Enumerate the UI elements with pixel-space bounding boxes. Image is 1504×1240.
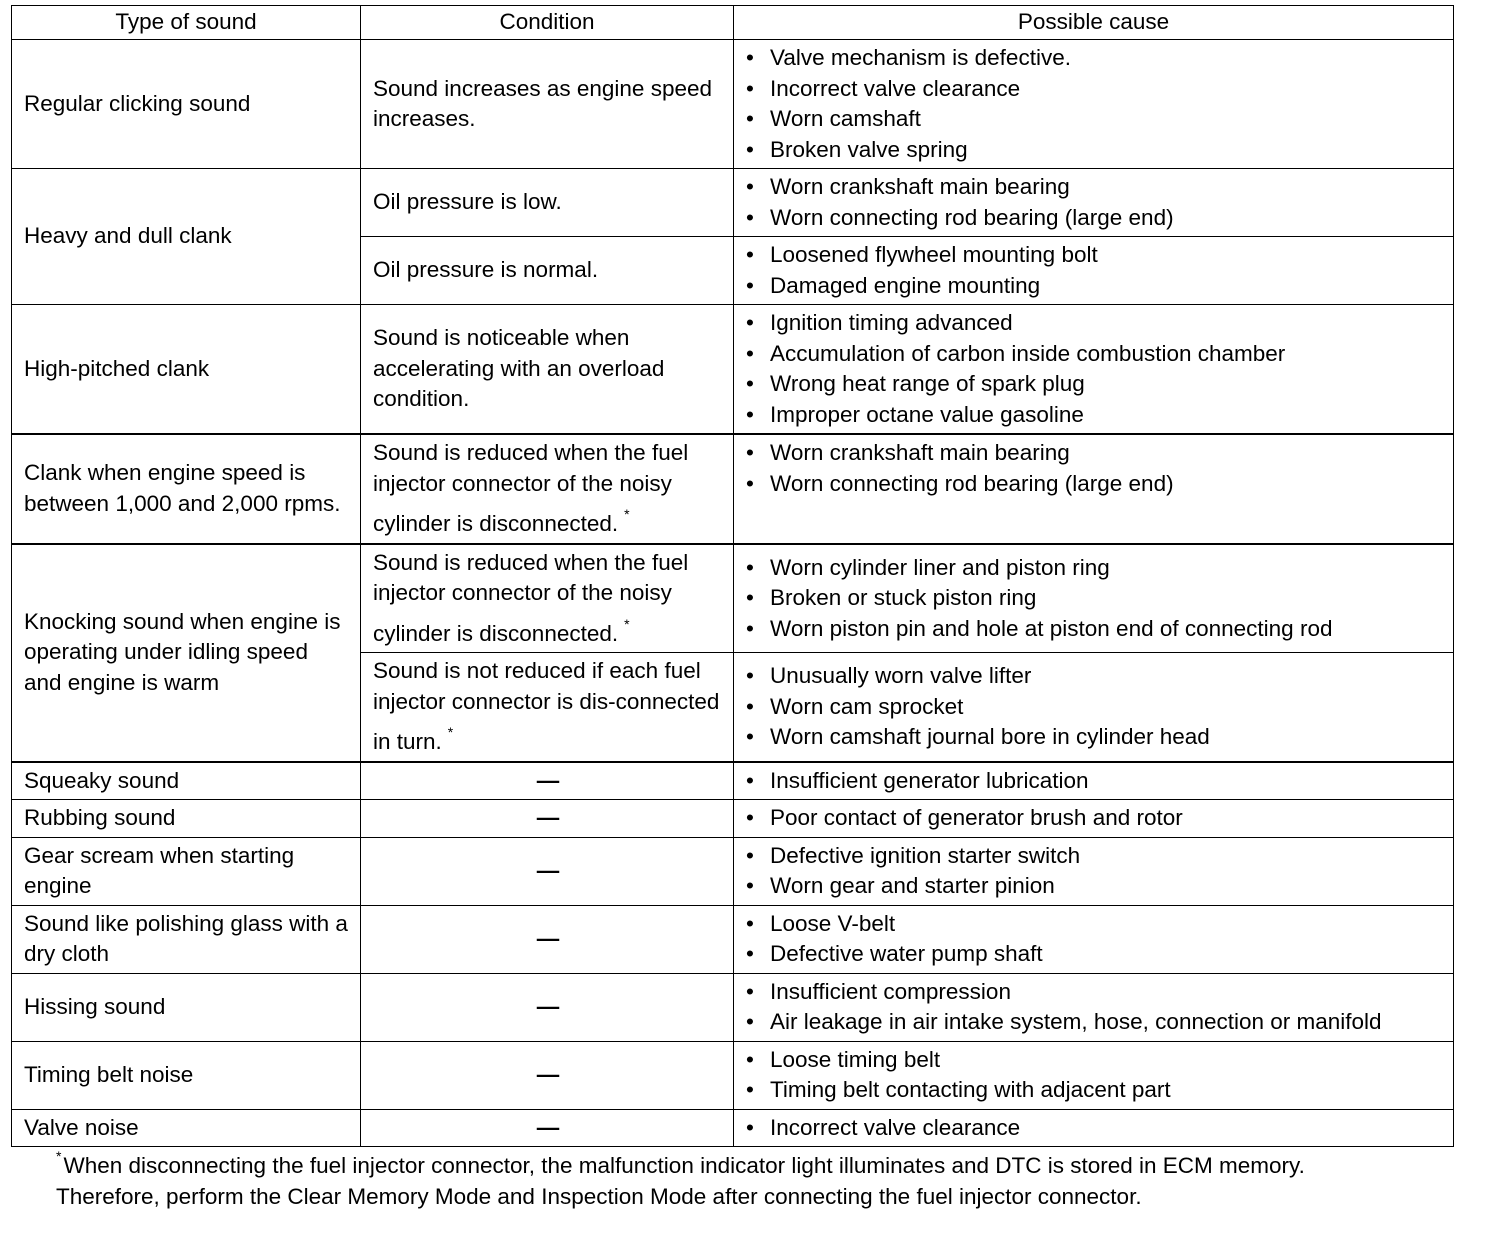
- cause-cell: [734, 653, 1454, 762]
- cause-list: [746, 308, 1443, 430]
- cause-item: • Loose V-belt: [746, 909, 1443, 940]
- sound-type-cell: Hissing sound: [12, 973, 361, 1041]
- condition-text: Sound is reduced when the fuel injector connector of the noisy cylinder is disconnected.: [373, 549, 689, 646]
- cause-item: • Damaged engine mounting: [746, 271, 1443, 302]
- cause-item: • Incorrect valve clearance: [746, 74, 1443, 105]
- cause-list: [746, 909, 1443, 970]
- cause-item: • Unusually worn valve lifter: [746, 661, 1443, 692]
- sound-diagnosis-table: [11, 5, 1454, 1147]
- condition-cell: [361, 434, 734, 544]
- cause-list: [746, 553, 1443, 645]
- cause-list: [746, 172, 1443, 233]
- table-header-row: [12, 6, 1454, 40]
- header-condition: Condition: [361, 6, 734, 40]
- table-row: [12, 434, 1454, 544]
- cause-list: [746, 803, 1443, 834]
- cause-cell: [734, 800, 1454, 838]
- cause-cell: [734, 973, 1454, 1041]
- sound-type-cell: Timing belt noise: [12, 1041, 361, 1109]
- cause-cell: [734, 305, 1454, 435]
- table-row: [12, 305, 1454, 435]
- condition-cell: —: [361, 905, 734, 973]
- header-cause: Possible cause: [734, 6, 1454, 40]
- cause-item: • Worn connecting rod bearing (large end): [746, 469, 1443, 500]
- cause-cell: [734, 434, 1454, 544]
- condition-cell: —: [361, 837, 734, 905]
- table-row: [12, 544, 1454, 653]
- cause-cell: [734, 40, 1454, 169]
- sound-type-cell: Squeaky sound: [12, 762, 361, 800]
- cause-item: • Defective ignition starter switch: [746, 841, 1443, 872]
- cause-item: • Worn crankshaft main bearing: [746, 172, 1443, 203]
- cause-list: [746, 661, 1443, 753]
- condition-cell: Sound is noticeable when accelerating with an overload condition.: [361, 305, 734, 435]
- cause-list: [746, 841, 1443, 902]
- condition-text: Sound is not reduced if each fuel injector connector is dis-connected in turn.: [373, 658, 720, 754]
- sound-type-cell: Gear scream when starting engine: [12, 837, 361, 905]
- cause-item: • Worn camshaft: [746, 104, 1443, 135]
- table-row: [12, 40, 1454, 169]
- cause-item: • Wrong heat range of spark plug: [746, 369, 1443, 400]
- cause-list: [746, 1045, 1443, 1106]
- sound-type-cell: Regular clicking sound: [12, 40, 361, 169]
- condition-cell: Sound increases as engine speed increases.: [361, 40, 734, 169]
- cause-item: • Loosened flywheel mounting bolt: [746, 240, 1443, 271]
- condition-cell: —: [361, 1041, 734, 1109]
- footnote-line-2: Therefore, perform the Clear Memory Mode and Inspection Mode after connecting the fuel injector connector.: [56, 1184, 1142, 1209]
- condition-cell: Oil pressure is normal.: [361, 237, 734, 305]
- cause-list: [746, 240, 1443, 301]
- table-row: [12, 762, 1454, 800]
- sound-type-cell: Knocking sound when engine is operating under idling speed and engine is warm: [12, 544, 361, 762]
- cause-list: [746, 1113, 1443, 1144]
- sound-type-cell: Valve noise: [12, 1109, 361, 1147]
- asterisk-mark: *: [624, 506, 630, 522]
- condition-cell: —: [361, 1109, 734, 1147]
- cause-item: • Timing belt contacting with adjacent part: [746, 1075, 1443, 1106]
- cause-item: • Incorrect valve clearance: [746, 1113, 1443, 1144]
- table-row: [12, 800, 1454, 838]
- cause-item: • Broken or stuck piston ring: [746, 583, 1443, 614]
- condition-cell: [361, 653, 734, 762]
- cause-item: • Worn connecting rod bearing (large end): [746, 203, 1443, 234]
- condition-cell: —: [361, 800, 734, 838]
- table-row: [12, 1041, 1454, 1109]
- cause-item: • Insufficient generator lubrication: [746, 766, 1443, 797]
- cause-item: • Ignition timing advanced: [746, 308, 1443, 339]
- condition-cell: —: [361, 973, 734, 1041]
- cause-item: • Worn gear and starter pinion: [746, 871, 1443, 902]
- sound-type-cell: Rubbing sound: [12, 800, 361, 838]
- cause-cell: [734, 905, 1454, 973]
- cause-cell: [734, 237, 1454, 305]
- cause-item: • Valve mechanism is defective.: [746, 43, 1443, 74]
- cause-cell: [734, 1041, 1454, 1109]
- cause-item: • Insufficient compression: [746, 977, 1443, 1008]
- cause-list: [746, 977, 1443, 1038]
- header-type: Type of sound: [12, 6, 361, 40]
- cause-item: • Poor contact of generator brush and rotor: [746, 803, 1443, 834]
- sound-type-cell: Heavy and dull clank: [12, 169, 361, 305]
- cause-list: [746, 43, 1443, 165]
- sound-type-cell: High-pitched clank: [12, 305, 361, 435]
- cause-item: • Defective water pump shaft: [746, 939, 1443, 970]
- cause-item: • Worn cam sprocket: [746, 692, 1443, 723]
- sound-type-cell: Sound like polishing glass with a dry cloth: [12, 905, 361, 973]
- condition-cell: Oil pressure is low.: [361, 169, 734, 237]
- cause-item: • Loose timing belt: [746, 1045, 1443, 1076]
- cause-cell: [734, 169, 1454, 237]
- asterisk-mark: *: [56, 1148, 62, 1164]
- condition-text: Sound is reduced when the fuel injector connector of the noisy cylinder is disconnected.: [373, 440, 689, 536]
- cause-item: • Air leakage in air intake system, hose, connection or manifold: [746, 1007, 1443, 1038]
- condition-cell: [361, 544, 734, 653]
- cause-cell: [734, 544, 1454, 653]
- table-row: [12, 973, 1454, 1041]
- cause-item: • Worn camshaft journal bore in cylinder head: [746, 722, 1443, 753]
- condition-cell: —: [361, 762, 734, 800]
- footnote: [56, 1141, 1476, 1212]
- footnote-line-1: [56, 1141, 1476, 1181]
- cause-item: • Worn piston pin and hole at piston end of connecting rod: [746, 614, 1443, 645]
- table-row: [12, 905, 1454, 973]
- asterisk-mark: *: [447, 724, 454, 740]
- footnote-text-1: When disconnecting the fuel injector connector, the malfunction indicator light illuminates and DTC is stored in ECM memory.: [63, 1153, 1305, 1178]
- table-row: [12, 169, 1454, 237]
- sound-type-cell: Clank when engine speed is between 1,000 and 2,000 rpms.: [12, 434, 361, 544]
- cause-list: [746, 766, 1443, 797]
- cause-item: • Improper octane value gasoline: [746, 400, 1443, 431]
- cause-item: • Accumulation of carbon inside combustion chamber: [746, 339, 1443, 370]
- cause-list: [746, 438, 1443, 499]
- table-row: [12, 837, 1454, 905]
- cause-cell: [734, 837, 1454, 905]
- cause-item: • Broken valve spring: [746, 135, 1443, 166]
- cause-item: • Worn cylinder liner and piston ring: [746, 553, 1443, 584]
- cause-item: • Worn crankshaft main bearing: [746, 438, 1443, 469]
- cause-cell: [734, 762, 1454, 800]
- asterisk-mark: *: [624, 615, 630, 632]
